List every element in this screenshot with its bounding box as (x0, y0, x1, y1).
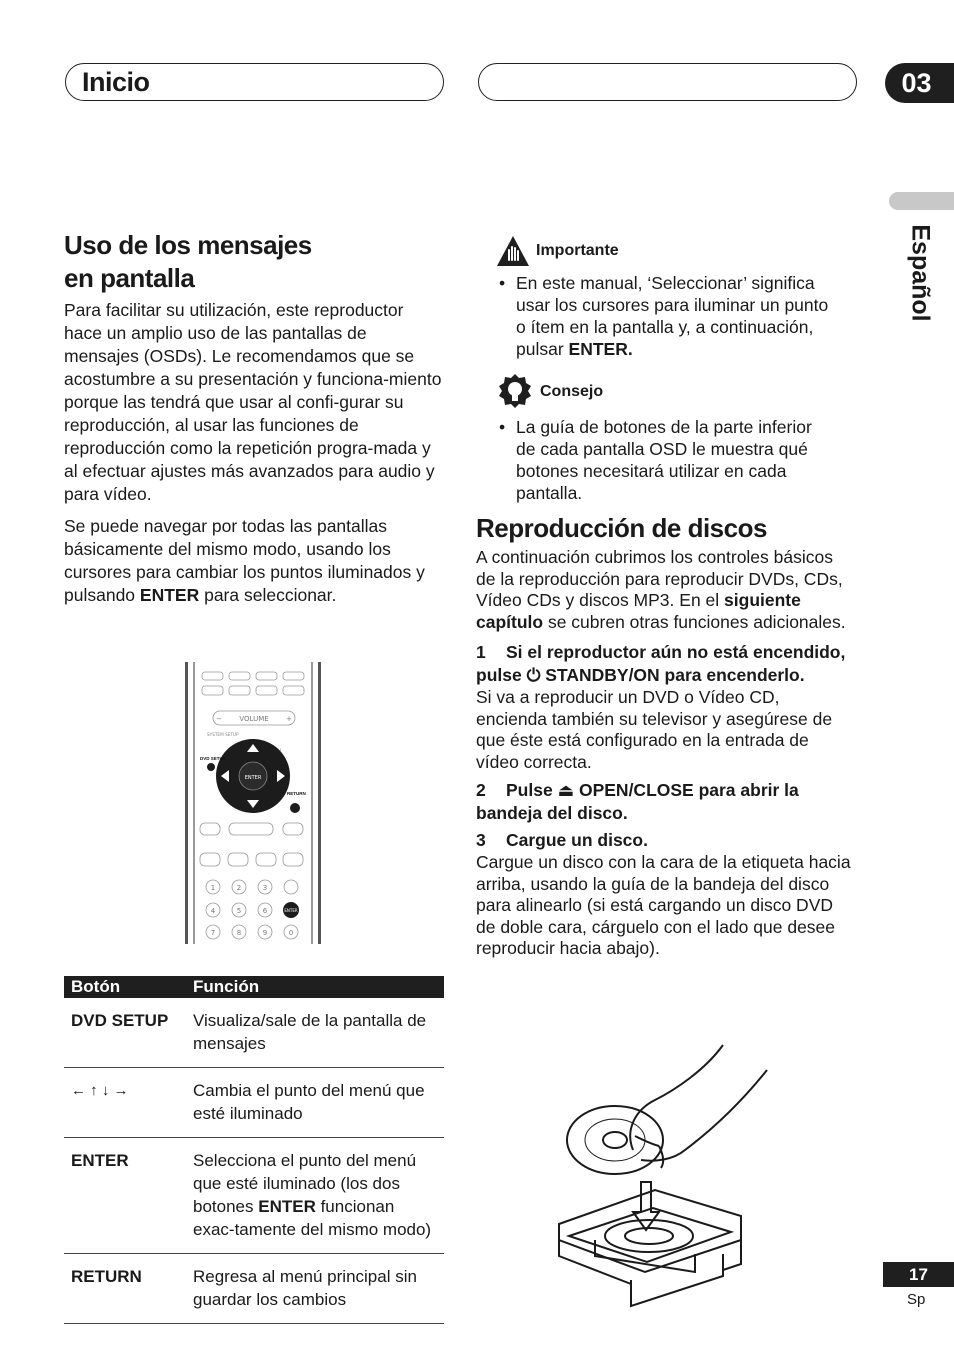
table-row (64, 1138, 444, 1254)
tip-note (496, 372, 851, 504)
remote-body-icon (185, 662, 321, 944)
column-header-function: Función (186, 976, 444, 998)
svg-text:SYSTEM SETUP: SYSTEM SETUP (207, 732, 239, 737)
table-cell-value: Visualiza/sale de la pantalla de mensajes (186, 998, 444, 1068)
svg-text:4: 4 (210, 907, 216, 915)
remote-control-illustration (185, 662, 321, 944)
svg-text:6: 6 (262, 907, 268, 915)
column-header-button: Botón (64, 976, 186, 998)
playback-intro: A continuación cubrimos los controles básicos de la reproducción para reproducir DVDs, CDs, Vídeo CDs y discos MP3. En el siguiente capítulo se cubren otras funciones adicionales. (476, 547, 846, 632)
function-table-wrap (64, 976, 444, 1324)
osd-paragraph-2: Se puede navegar por todas las pantallas básicamente del mismo modo, usando los cursores para cambiar los puntos iluminados y pulsando ENTER para seleccionar. (64, 516, 425, 605)
step-2-heading: 2 Pulse ⏏ OPEN/CLOSE para abrir la bandeja del disco. (476, 780, 799, 823)
svg-text:0: 0 (288, 929, 294, 937)
table-row (64, 1068, 444, 1138)
playback-section-title: Reproducción de discos (476, 513, 767, 543)
remote-dvd-setup-label: DVD SETUP (200, 756, 226, 761)
language-tab (889, 192, 954, 210)
step-1-text: Si va a reproducir un DVD o Vídeo CD, encienda también su televisor y asegúrese de que éste está configurado en la entrada de vídeo correcta. (476, 687, 833, 772)
chapter-number: 03 (885, 63, 954, 103)
important-label: Importante (536, 242, 619, 259)
playback-section (476, 512, 852, 960)
warning-hand-icon (496, 234, 530, 268)
table-header-row (64, 976, 444, 998)
lightbulb-tip-icon (496, 372, 534, 412)
table-cell-value: Selecciona el punto del menú que esté iluminado (los dos botones ENTER funcionan exac-tamente del mismo modo) (186, 1138, 444, 1254)
header-blank-chip (478, 63, 857, 101)
osd-paragraph-1: Para facilitar su utilización, este reproductor hace un amplio uso de las pantallas de mensajes (OSDs). Le recomendamos que se acostumbre a su presentación y funciona-miento porque las tendrá que usar al confi-gurar su reproducción, al usar las funciones de reproducción como la repetición progra-mada y al efectuar ajustes más avanzados para audio y para vídeo. (64, 300, 442, 504)
remote-return-label: RETURN (287, 791, 306, 796)
function-table (64, 976, 444, 1324)
svg-text:5: 5 (236, 907, 242, 915)
step-1-heading: 1 Si el reproductor aún no está encendido, pulse ⏻ STANDBY/ON para encenderlo. (476, 642, 846, 685)
svg-text:7: 7 (210, 929, 216, 937)
arrow-keys-icon: ← ↑ ↓ → (64, 1068, 186, 1138)
svg-text:−: − (216, 715, 222, 723)
table-cell-key: RETURN (64, 1254, 186, 1324)
tip-label: Consejo (540, 383, 604, 400)
table-row (64, 1254, 444, 1324)
table-cell-key: ENTER (64, 1138, 186, 1254)
svg-text:9: 9 (262, 929, 268, 937)
svg-text:ENTER: ENTER (284, 908, 298, 913)
svg-text:+: + (286, 715, 292, 723)
eject-icon: ⏏ (557, 780, 575, 800)
section-header (65, 63, 444, 101)
osd-body (64, 299, 442, 607)
page-number: 17 (883, 1262, 954, 1287)
osd-section (64, 229, 442, 616)
language-code: Sp (907, 1291, 926, 1308)
section-title: Inicio (82, 67, 150, 97)
osd-section-title: Uso de los mensajes en pantalla (64, 230, 312, 293)
tip-text: • La guía de botones de la parte inferior de cada pantalla OSD le muestra qué botones necesitará utilizar en cada pantalla. (478, 416, 833, 504)
svg-text:VOLUME: VOLUME (239, 715, 269, 723)
step-3-text: Cargue un disco con la cara de la etiqueta hacia arriba, usando la guía de la bandeja del disco para alinearlo (si está cargando un disco DVD de doble cara, cárguelo con el lado que desee reproducir hacia abajo). (476, 852, 851, 958)
svg-text:1: 1 (210, 884, 216, 892)
important-note (496, 234, 851, 360)
table-cell-key: DVD SETUP (64, 998, 186, 1068)
svg-text:2: 2 (236, 884, 242, 892)
power-icon: ⏻ (526, 665, 541, 685)
step-3-heading: 3 Cargue un disco. (476, 830, 648, 850)
table-cell-value: Regresa al menú principal sin guardar los cambios (186, 1254, 444, 1324)
language-label: Español (906, 224, 935, 322)
svg-text:8: 8 (236, 929, 242, 937)
table-cell-value: Cambia el punto del menú que esté iluminado (186, 1068, 444, 1138)
table-row (64, 998, 444, 1068)
important-text: • En este manual, ‘Seleccionar’ significa usar los cursores para iluminar un punto o ítem en la pantalla y, a continuación, pulsar ENTER. (478, 272, 833, 360)
svg-text:3: 3 (262, 884, 268, 892)
svg-text:ENTER: ENTER (244, 775, 262, 781)
disc-loading-illustration (555, 1040, 775, 1312)
